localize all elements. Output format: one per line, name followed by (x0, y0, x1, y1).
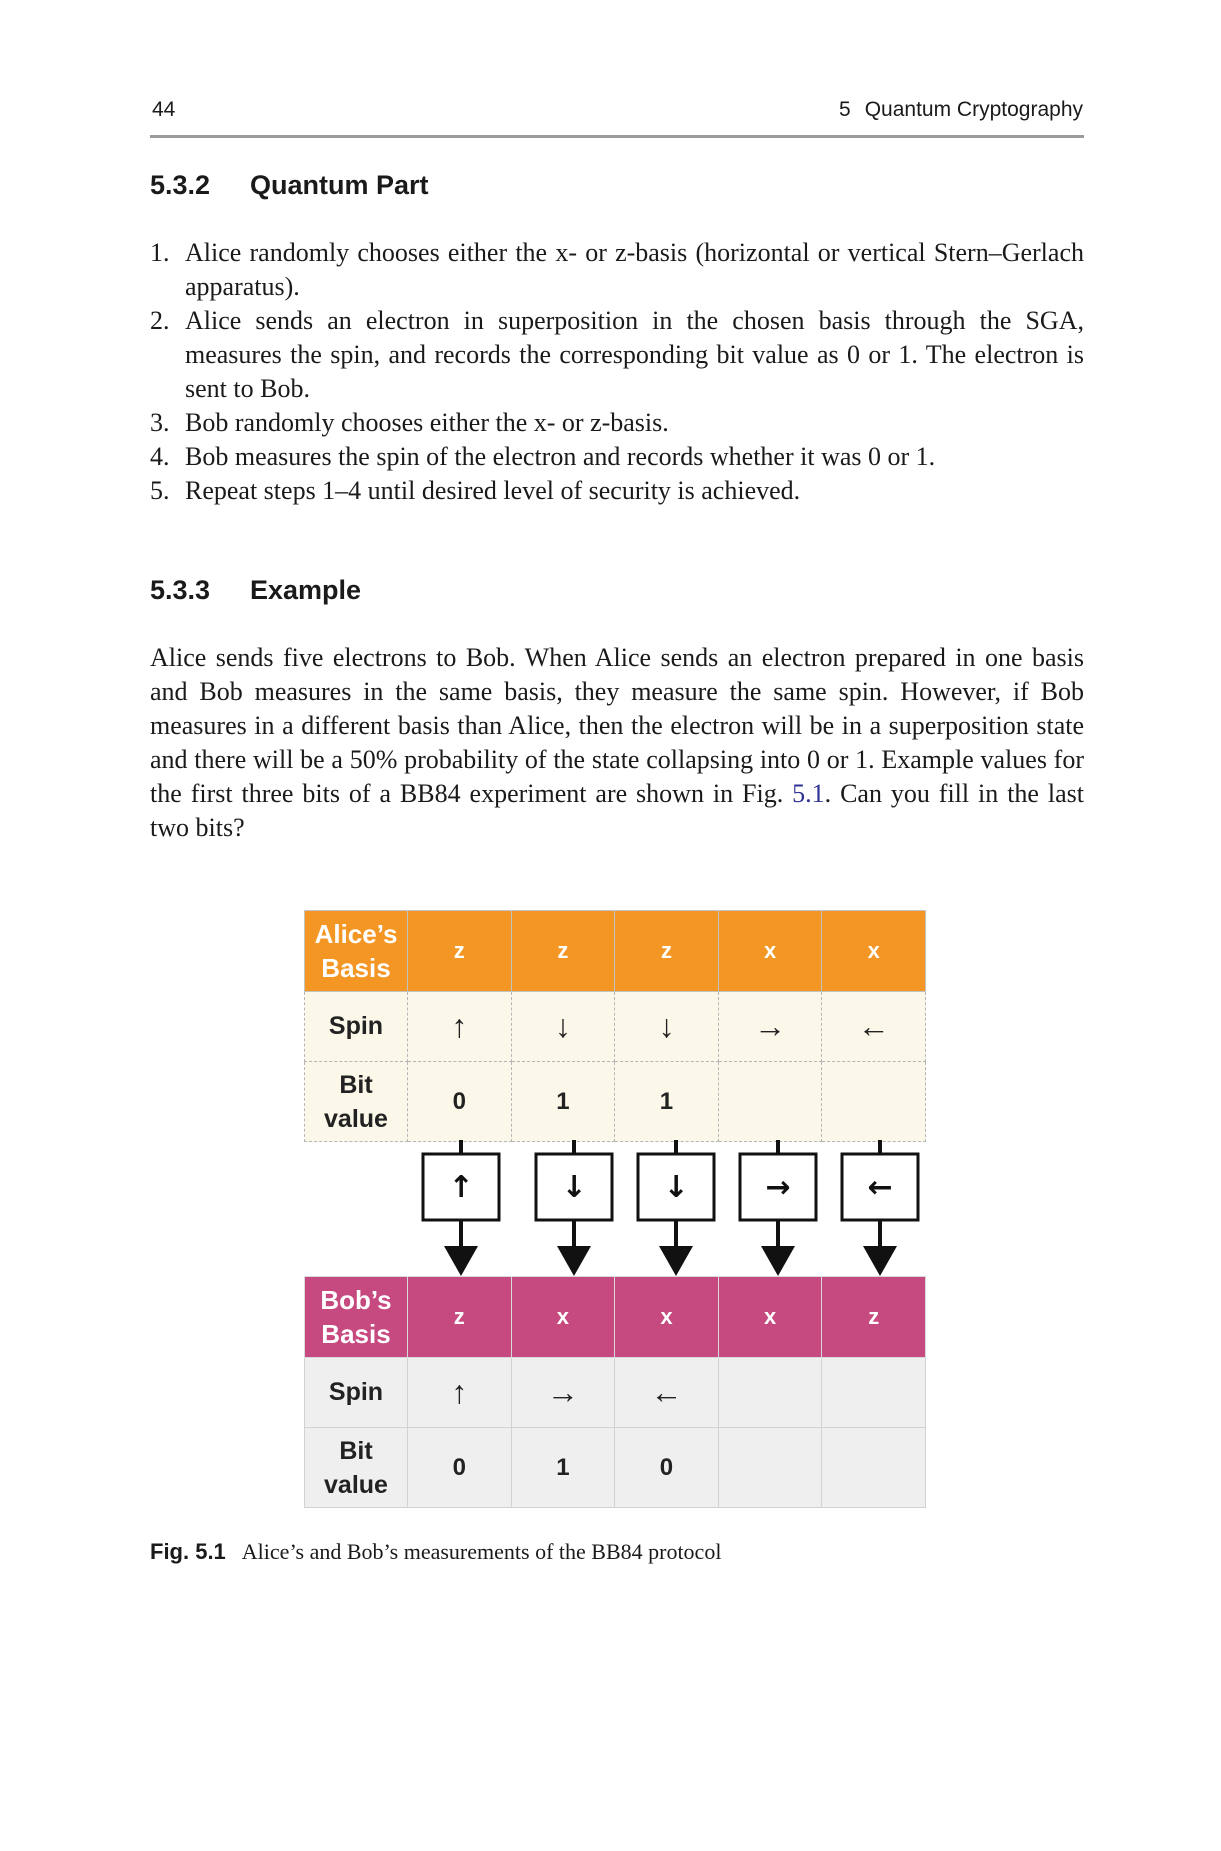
label-line: value (324, 1470, 388, 1499)
label-line: value (324, 1104, 388, 1133)
bob-basis-cell: x (511, 1277, 615, 1358)
transmission-connectors (304, 1140, 929, 1276)
bob-basis-cell: z (408, 1277, 512, 1358)
running-head (839, 98, 1083, 122)
transmitted-spin: ↓ (663, 1170, 689, 1205)
bob-spin-label: Spin (305, 1358, 408, 1428)
bob-spin-cell: → (511, 1358, 615, 1428)
bob-bit-row (305, 1428, 926, 1508)
bob-basis-cell: x (615, 1277, 719, 1358)
alice-spin-cell: ↓ (615, 992, 719, 1062)
step-text: Alice randomly chooses either the x- or z-basis (horizontal or vertical Stern–Gerlach apparatus). (185, 238, 1084, 301)
alice-bit-cell: 1 (511, 1062, 615, 1142)
paragraph-text: Alice sends five electrons to Bob. When Alice sends an electron prepared in one basis and Bob measures in the same basis, they measure the same spin. However, if Bob measures in a different basis than Alice, then the electron will be in a superposition state and there will be a 50% probability of the state collapsing into 0 or 1. Example values for the first three bits of a BB84 experiment are shown in Fig. (150, 643, 1084, 808)
step-text: Alice sends an electron in superposition in the chosen basis through the SGA, measures the spin, and records the corresponding bit value as 0 or 1. The electron is sent to Bob. (185, 306, 1084, 403)
figure-reference-link[interactable]: 5.1 (792, 779, 825, 808)
alice-basis-label (305, 911, 408, 992)
bob-table (304, 1276, 926, 1508)
transmitted-spin: ← (867, 1170, 893, 1205)
example-paragraph (150, 641, 1084, 845)
section-heading-quantum-part (150, 170, 429, 201)
step-text: Bob measures the spin of the electron and records whether it was 0 or 1. (185, 442, 936, 471)
section-title: Quantum Part (250, 170, 429, 200)
label-line: Bit (339, 1436, 373, 1465)
list-item (150, 236, 1084, 304)
alice-bit-label (305, 1062, 408, 1142)
label-line: Alice’s (314, 919, 398, 949)
list-item (150, 440, 1084, 474)
bob-spin-cell (718, 1358, 822, 1428)
alice-spin-cell: → (718, 992, 822, 1062)
transmitted-spin: ↓ (561, 1170, 587, 1205)
step-text: Repeat steps 1–4 until desired level of security is achieved. (185, 476, 801, 505)
alice-table (304, 910, 926, 1142)
connector (842, 1140, 918, 1276)
alice-bit-cell: 1 (615, 1062, 719, 1142)
chapter-title: Quantum Cryptography (864, 98, 1083, 121)
step-number: 5. (150, 476, 170, 505)
step-number: 4. (150, 442, 170, 471)
figure-bb84 (304, 910, 929, 1510)
alice-spin-cell: ↑ (408, 992, 512, 1062)
page-number: 44 (152, 98, 176, 121)
step-text: Bob randomly chooses either the x- or z-basis. (185, 408, 669, 437)
bob-spin-cell: ← (615, 1358, 719, 1428)
label-line: Basis (321, 953, 391, 983)
alice-spin-cell: ↓ (511, 992, 615, 1062)
list-item (150, 474, 1084, 508)
alice-spin-row (305, 992, 926, 1062)
bob-bit-cell: 0 (408, 1428, 512, 1508)
alice-basis-cell: z (511, 911, 615, 992)
transmitted-spin: → (765, 1170, 791, 1205)
list-item (150, 304, 1084, 406)
bob-bit-label (305, 1428, 408, 1508)
transmitted-spin: ↑ (448, 1170, 474, 1205)
bob-bit-cell: 0 (615, 1428, 719, 1508)
step-number: 2. (150, 306, 170, 335)
caption-text: Alice’s and Bob’s measurements of the BB84 protocol (241, 1539, 722, 1564)
header-rule (150, 135, 1084, 138)
figure-caption (150, 1539, 721, 1565)
step-number: 1. (150, 238, 170, 267)
caption-label: Fig. 5.1 (150, 1539, 226, 1564)
alice-basis-row (305, 911, 926, 992)
label-line: Bob’s (320, 1285, 392, 1315)
alice-bit-cell (822, 1062, 926, 1142)
alice-bit-cell (718, 1062, 822, 1142)
alice-spin-cell: ← (822, 992, 926, 1062)
bob-bit-cell (718, 1428, 822, 1508)
list-item (150, 406, 1084, 440)
label-line: Bit (339, 1070, 373, 1099)
alice-basis-cell: x (718, 911, 822, 992)
section-number: 5.3.2 (150, 170, 211, 200)
connector (638, 1140, 714, 1276)
connector (423, 1140, 499, 1276)
bob-spin-cell (822, 1358, 926, 1428)
bob-spin-row (305, 1358, 926, 1428)
bob-basis-cell: z (822, 1277, 926, 1358)
alice-basis-cell: x (822, 911, 926, 992)
alice-bit-cell: 0 (408, 1062, 512, 1142)
bob-basis-cell: x (718, 1277, 822, 1358)
connector (740, 1140, 816, 1276)
section-heading-example (150, 575, 361, 606)
alice-basis-cell: z (408, 911, 512, 992)
label-line: Basis (321, 1319, 391, 1349)
bob-basis-label (305, 1277, 408, 1358)
bob-spin-cell: ↑ (408, 1358, 512, 1428)
bob-bit-cell: 1 (511, 1428, 615, 1508)
paragraph-text-end: . Can you fill in the last two bits? (150, 779, 1084, 842)
section-title: Example (250, 575, 362, 605)
bob-basis-row (305, 1277, 926, 1358)
alice-bit-row (305, 1062, 926, 1142)
alice-basis-cell: z (615, 911, 719, 992)
bob-bit-cell (822, 1428, 926, 1508)
section-number: 5.3.3 (150, 575, 211, 605)
alice-spin-label: Spin (305, 992, 408, 1062)
protocol-steps-list (150, 236, 1084, 508)
chapter-number: 5 (839, 98, 851, 121)
step-number: 3. (150, 408, 170, 437)
connector (536, 1140, 612, 1276)
